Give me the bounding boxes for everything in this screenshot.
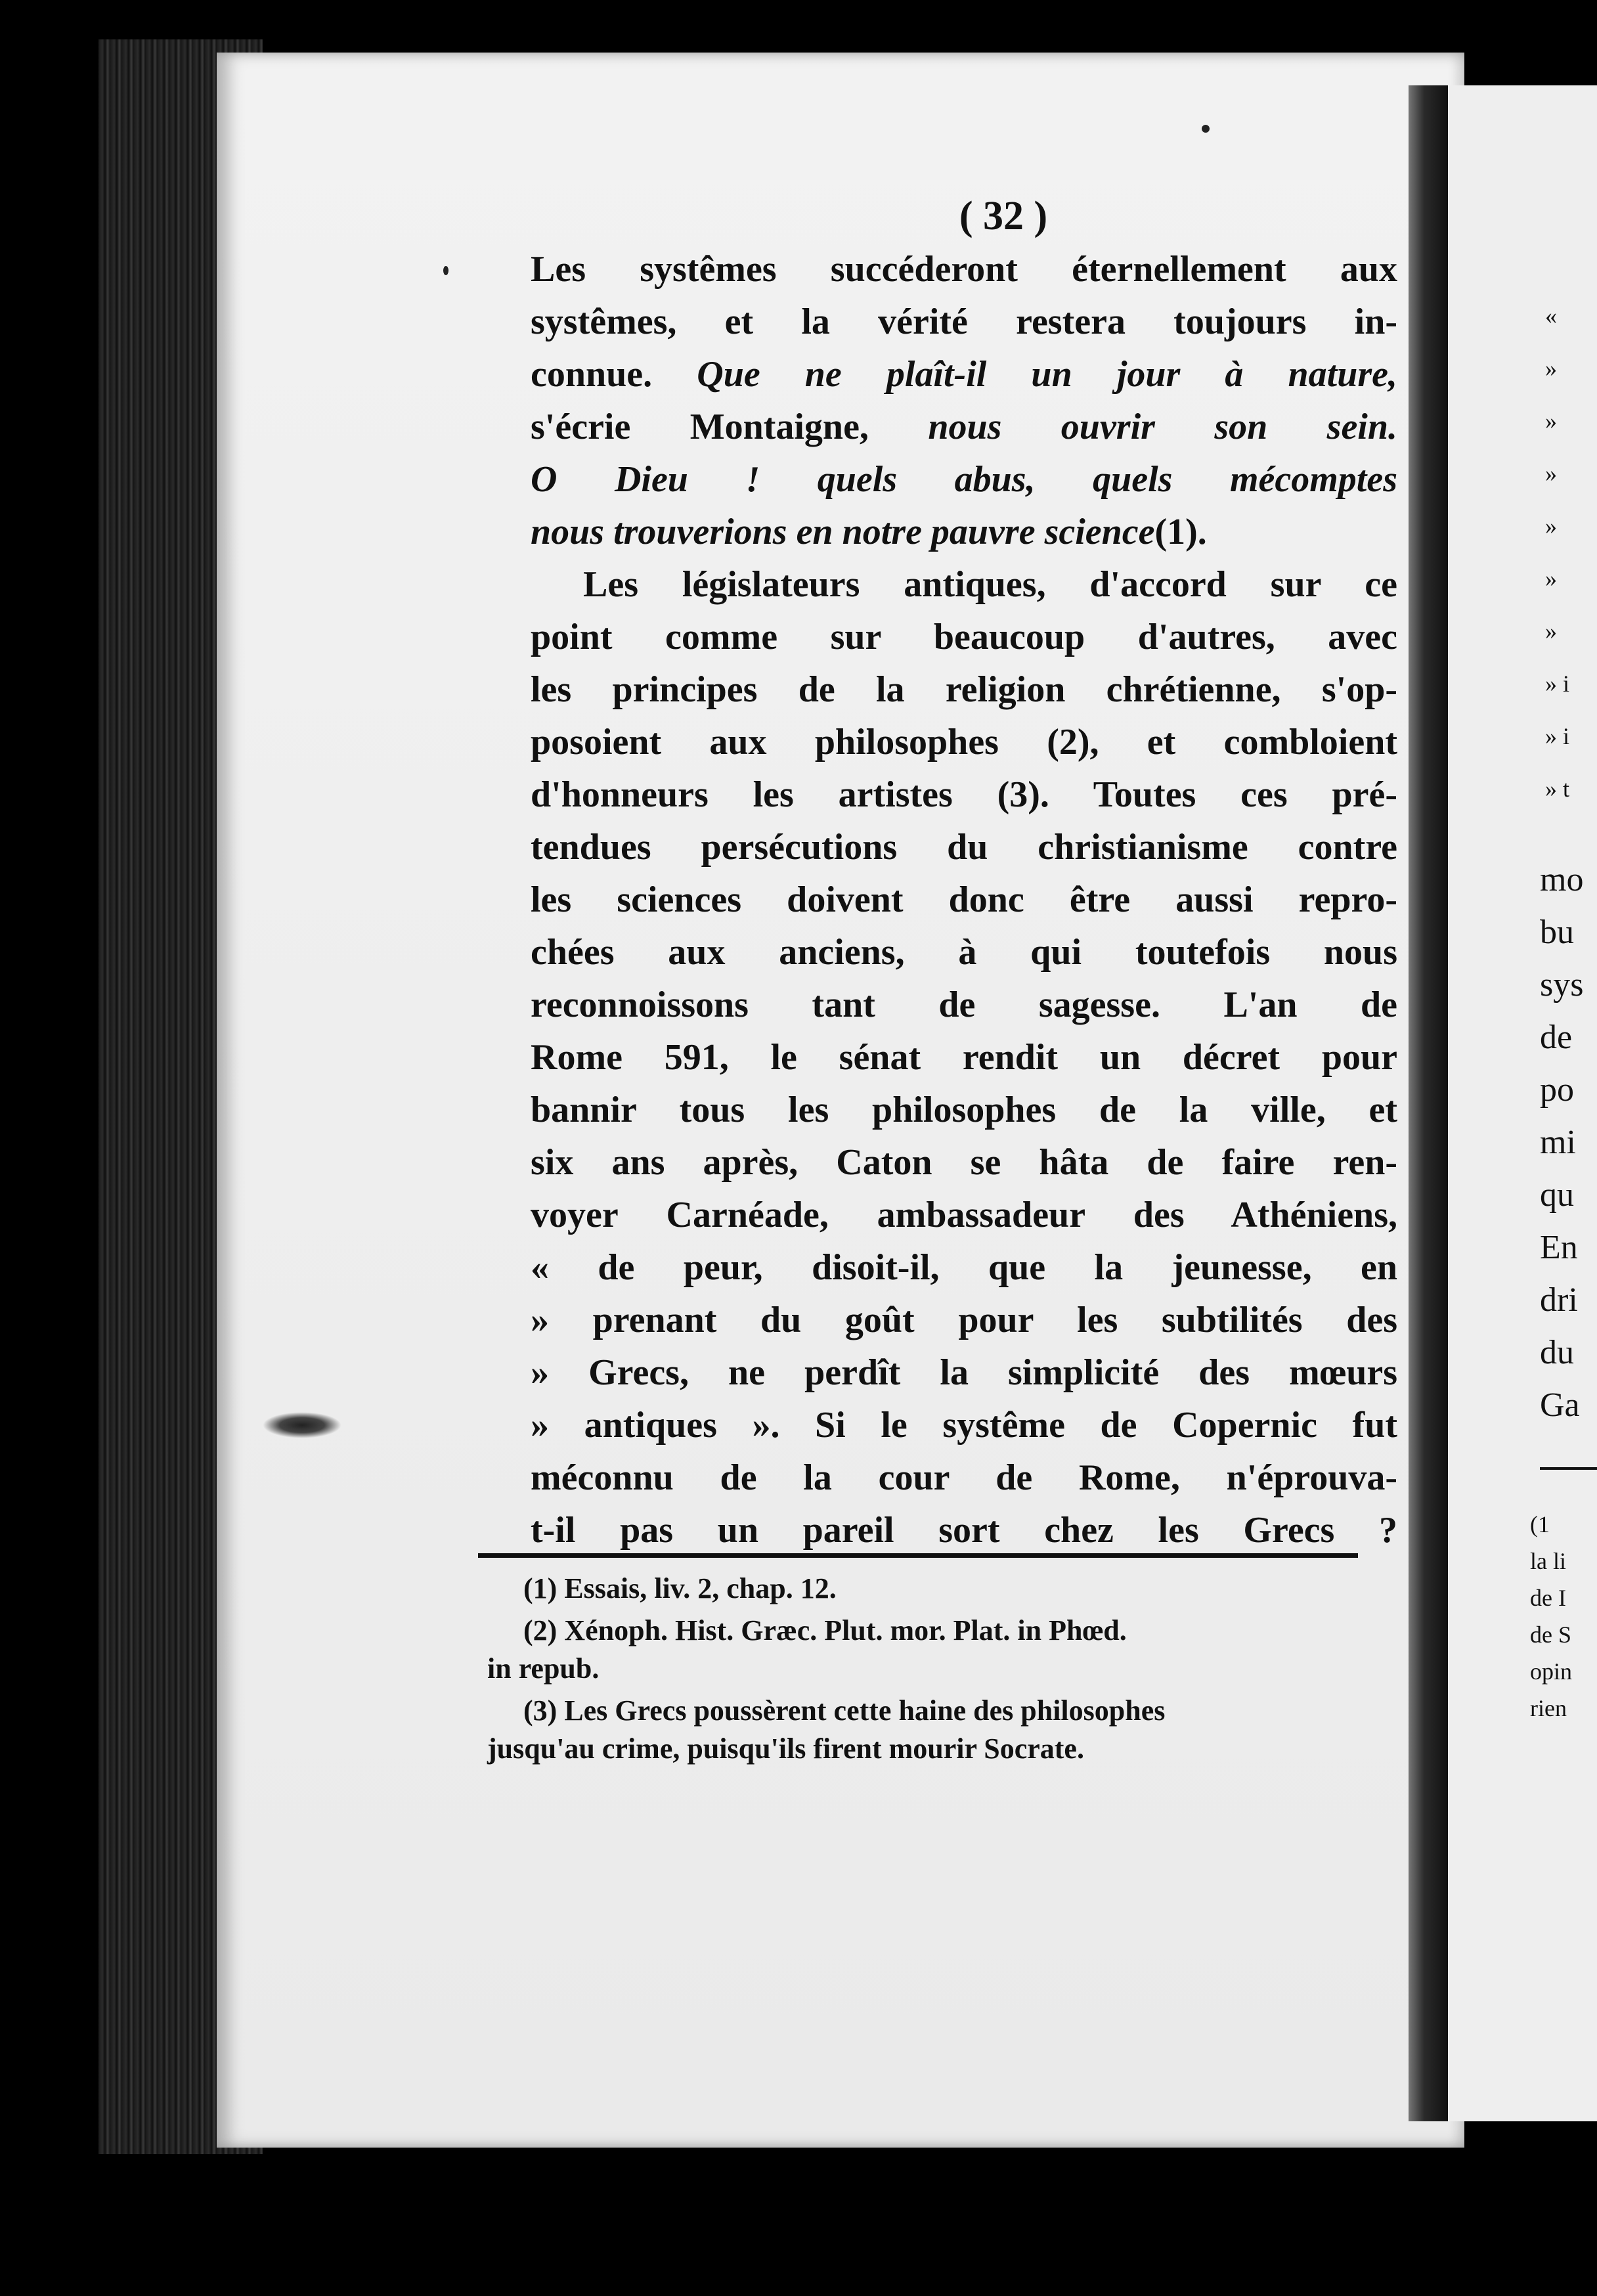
facing-line-fragment: sys bbox=[1540, 966, 1584, 1004]
text-span: reconnoissons tant de sagesse. L'an de bbox=[531, 984, 1397, 1025]
text-line bbox=[531, 453, 1397, 506]
text-span: méconnu de la cour de Rome, n'éprouva- bbox=[531, 1457, 1397, 1498]
text-line bbox=[531, 558, 1397, 611]
text-span: » Grecs, ne perdît la simplicité des mœurs bbox=[531, 1352, 1397, 1393]
text-span: voyer Carnéade, ambassadeur des Athéniens, bbox=[531, 1195, 1397, 1235]
facing-line-fragment: du bbox=[1540, 1334, 1574, 1371]
italic-text: O Dieu ! quels abus, quels mécomptes bbox=[531, 459, 1397, 500]
text-line bbox=[531, 1136, 1397, 1189]
text-span: point comme sur beaucoup d'autres, avec bbox=[531, 617, 1397, 657]
footnote bbox=[487, 1692, 1361, 1768]
page-gutter bbox=[1409, 85, 1448, 2121]
text-line bbox=[531, 1084, 1397, 1136]
facing-footnote-fragment: la li bbox=[1530, 1548, 1566, 1574]
text-line bbox=[531, 926, 1397, 979]
text-line bbox=[531, 506, 1397, 558]
ink-speck bbox=[443, 266, 448, 275]
footnote bbox=[487, 1612, 1361, 1688]
text-line bbox=[531, 979, 1397, 1031]
text-span: Rome 591, le sénat rendit un décret pour bbox=[531, 1037, 1397, 1078]
facing-page-fragment bbox=[1448, 85, 1597, 2121]
italic-text: Que ne plaît-il un jour à nature, bbox=[697, 354, 1397, 395]
text-line bbox=[531, 1294, 1397, 1346]
text-span: posoient aux philosophes (2), et combloient bbox=[531, 722, 1397, 762]
text-span: s'écrie Montaigne, bbox=[531, 407, 929, 447]
facing-line-fragment: de bbox=[1540, 1019, 1573, 1056]
italic-text: nous trouverions en notre pauvre science bbox=[531, 512, 1155, 552]
facing-line-fragment: Ga bbox=[1540, 1386, 1580, 1424]
facing-footnote-fragment: rien bbox=[1530, 1695, 1567, 1721]
footnote-line: jusqu'au crime, puisqu'ils firent mourir Socrate. bbox=[487, 1733, 1084, 1765]
text-line bbox=[531, 1346, 1397, 1399]
text-span: « de peur, disoit-il, que la jeunesse, en bbox=[531, 1247, 1397, 1288]
footnote bbox=[487, 1570, 1361, 1608]
text-span: d'honneurs les artistes (3). Toutes ces pré- bbox=[531, 774, 1397, 815]
text-span: Les systêmes succéderont éternellement aux bbox=[531, 249, 1397, 290]
footnote-line: (1) Essais, liv. 2, chap. 12. bbox=[523, 1572, 837, 1604]
text-span: tendues persécutions du christianisme contre bbox=[531, 827, 1397, 868]
facing-quote-mark: » bbox=[1545, 355, 1557, 382]
footnote-line: in repub. bbox=[487, 1652, 600, 1685]
facing-quote-mark: » bbox=[1545, 408, 1557, 434]
text-span: » antiques ». Si le systême de Copernic fut bbox=[531, 1405, 1397, 1446]
text-span: » prenant du goût pour les subtilités des bbox=[531, 1300, 1397, 1340]
facing-footnote-fragment: opin bbox=[1530, 1658, 1573, 1685]
facing-quote-mark: » i bbox=[1545, 671, 1570, 697]
facing-line-fragment: bu bbox=[1540, 914, 1574, 951]
main-text bbox=[531, 193, 1397, 1556]
facing-quote-mark: » i bbox=[1545, 723, 1570, 749]
text-line bbox=[531, 348, 1397, 401]
footnote-rule bbox=[478, 1553, 1358, 1558]
text-line bbox=[531, 1451, 1397, 1504]
footnotes bbox=[487, 1570, 1361, 1772]
text-line bbox=[531, 873, 1397, 926]
text-line bbox=[531, 663, 1397, 716]
text-line bbox=[531, 716, 1397, 768]
facing-line-fragment: mo bbox=[1540, 861, 1584, 898]
facing-quote-mark: » t bbox=[1545, 776, 1570, 802]
text-span: connue. bbox=[531, 354, 697, 395]
text-lines bbox=[531, 243, 1397, 1556]
italic-text: nous ouvrir son sein. bbox=[928, 407, 1398, 447]
facing-line-fragment: qu bbox=[1540, 1176, 1574, 1214]
text-span: Les législateurs antiques, d'accord sur ce bbox=[583, 564, 1397, 605]
facing-quote-mark: » bbox=[1545, 513, 1557, 539]
text-line bbox=[531, 401, 1397, 453]
text-line bbox=[531, 821, 1397, 873]
text-span: systêmes, et la vérité restera toujours in- bbox=[531, 301, 1397, 342]
facing-quote-mark: « bbox=[1545, 303, 1557, 329]
text-line bbox=[531, 243, 1397, 296]
page-number: ( 32 ) bbox=[959, 194, 1048, 238]
facing-line-fragment: mi bbox=[1540, 1124, 1576, 1161]
facing-line-fragment: dri bbox=[1540, 1281, 1578, 1319]
text-line bbox=[531, 1189, 1397, 1241]
facing-footnote-fragment: de I bbox=[1530, 1585, 1566, 1611]
text-span: (1). bbox=[1154, 512, 1207, 552]
facing-footnote-fragment: de S bbox=[1530, 1622, 1571, 1648]
facing-quote-mark: » bbox=[1545, 565, 1557, 592]
facing-page-rule bbox=[1540, 1467, 1597, 1470]
text-line bbox=[531, 296, 1397, 348]
text-span: les sciences doivent donc être aussi repro- bbox=[531, 879, 1397, 920]
ink-speck bbox=[1202, 125, 1210, 133]
text-span: les principes de la religion chrétienne, s'op- bbox=[531, 669, 1397, 710]
text-span: t-il pas un pareil sort chez les Grecs ? bbox=[531, 1510, 1397, 1551]
text-span: bannir tous les philosophes de la ville, et bbox=[531, 1090, 1397, 1130]
footnote-line: (3) Les Grecs poussèrent cette haine des philosophes bbox=[523, 1694, 1166, 1727]
facing-line-fragment: po bbox=[1540, 1071, 1574, 1109]
text-line bbox=[531, 768, 1397, 821]
text-span: six ans après, Caton se hâta de faire ren- bbox=[531, 1142, 1397, 1183]
text-line bbox=[531, 611, 1397, 663]
facing-quote-mark: » bbox=[1545, 618, 1557, 644]
ink-blot bbox=[263, 1412, 341, 1438]
footnote-line: (2) Xénoph. Hist. Græc. Plut. mor. Plat. in Phœd. bbox=[523, 1614, 1127, 1646]
facing-footnote-fragment: (1 bbox=[1530, 1511, 1550, 1537]
facing-line-fragment: En bbox=[1540, 1229, 1578, 1266]
text-line bbox=[531, 1399, 1397, 1451]
facing-quote-mark: » bbox=[1545, 460, 1557, 487]
text-line bbox=[531, 1031, 1397, 1084]
text-line bbox=[531, 1241, 1397, 1294]
text-span: chées aux anciens, à qui toutefois nous bbox=[531, 932, 1397, 973]
text-line bbox=[531, 1504, 1397, 1556]
